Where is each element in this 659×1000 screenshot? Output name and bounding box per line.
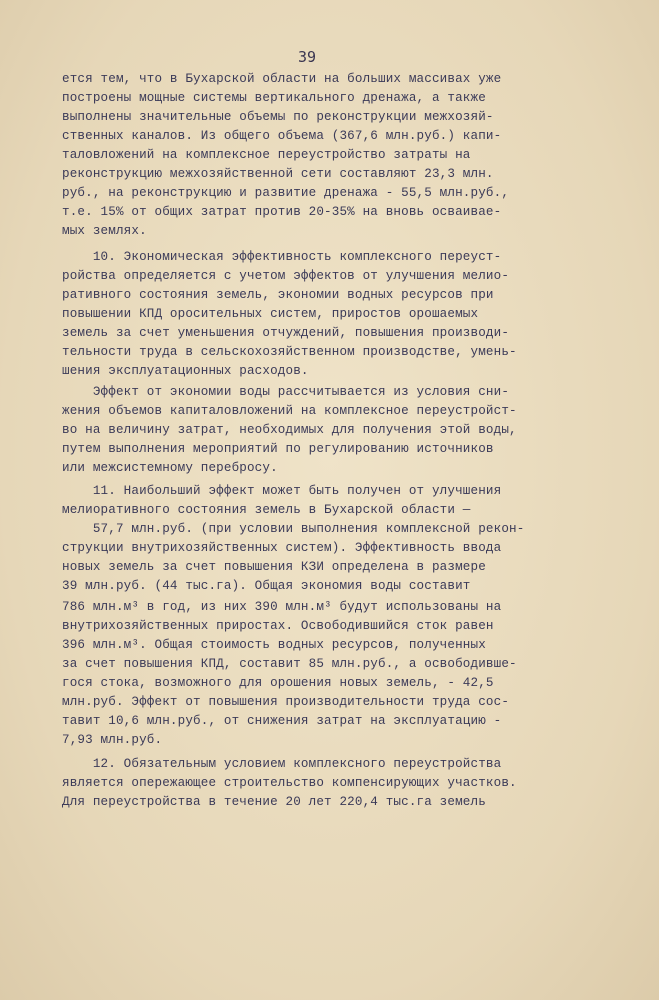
text-line: 396 млн.м³. Общая стоимость водных ресурсов, полученных bbox=[62, 638, 486, 652]
text-line: 11. Наибольший эффект может быть получен от улучшения bbox=[62, 484, 502, 498]
text-line: ственных каналов. Из общего объема (367,6 млн.руб.) капи- bbox=[62, 129, 502, 143]
text-line: таловложений на комплексное переустройство затраты на bbox=[62, 148, 471, 162]
text-line: тельности труда в сельскохозяйственном производстве, умень- bbox=[62, 345, 517, 359]
text-line: земель за счет уменьшения отчуждений, повышения производи- bbox=[62, 326, 510, 340]
text-line: или межсистемному перебросу. bbox=[62, 461, 278, 475]
text-line: во на величину затрат, необходимых для получения этой воды, bbox=[62, 423, 517, 437]
text-line: построены мощные системы вертикального дренажа, а также bbox=[62, 91, 486, 105]
text-line: гося стока, возможного для орошения новых земель, - 42,5 bbox=[62, 676, 494, 690]
text-line: руб., на реконструкцию и развитие дренажа - 55,5 млн.руб., bbox=[62, 186, 510, 200]
text-line: млн.руб. Эффект от повышения производительности труда сос- bbox=[62, 695, 510, 709]
text-line: мых землях. bbox=[62, 224, 147, 238]
text-line: ется тем, что в Бухарской области на больших массивах уже bbox=[62, 72, 502, 86]
text-line: является опережающее строительство компенсирующих участков. bbox=[62, 776, 517, 790]
text-line: 10. Экономическая эффективность комплексного переуст- bbox=[62, 250, 502, 264]
text-line: внутрихозяйственных приростах. Освободившийся сток равен bbox=[62, 619, 494, 633]
text-line: 12. Обязательным условием комплексного переустройства bbox=[62, 757, 502, 771]
text-line: 7,93 млн.руб. bbox=[62, 733, 163, 747]
page-number: 39 bbox=[298, 48, 317, 66]
text-line: ройства определяется с учетом эффектов от улучшения мелио- bbox=[62, 269, 510, 283]
text-line: новых земель за счет повышения КЗИ определена в размере bbox=[62, 560, 486, 574]
text-line: выполнены значительные объемы по реконструкции межхозяй- bbox=[62, 110, 494, 124]
text-line: т.е. 15% от общих затрат против 20-35% на вновь осваивае- bbox=[62, 205, 502, 219]
text-line: 39 млн.руб. (44 тыс.га). Общая экономия воды составит bbox=[62, 579, 471, 593]
text-line: 786 млн.м³ в год, из них 390 млн.м³ будут использованы на bbox=[62, 600, 502, 614]
text-line: ративного состояния земель, экономии водных ресурсов при bbox=[62, 288, 494, 302]
text-line: реконструкцию межхозяйственной сети составляют 23,3 млн. bbox=[62, 167, 494, 181]
text-line: мелиоративного состояния земель в Бухарской области — bbox=[62, 503, 471, 517]
text-line: 57,7 млн.руб. (при условии выполнения комплексной рекон- bbox=[62, 522, 525, 536]
text-line: за счет повышения КПД, составит 85 млн.руб., а освободивше- bbox=[62, 657, 517, 671]
text-line: шения эксплуатационных расходов. bbox=[62, 364, 309, 378]
text-line: путем выполнения мероприятий по регулированию источников bbox=[62, 442, 494, 456]
text-line: струкции внутрихозяйственных систем). Эффективность ввода bbox=[62, 541, 502, 555]
text-line: повышении КПД оросительных систем, приростов орошаемых bbox=[62, 307, 479, 321]
text-line: жения объемов капиталовложений на комплексное переустройст- bbox=[62, 404, 517, 418]
text-line: Эффект от экономии воды рассчитывается из условия сни- bbox=[62, 385, 510, 399]
text-line: Для переустройства в течение 20 лет 220,4 тыс.га земель bbox=[62, 795, 486, 809]
text-line: тавит 10,6 млн.руб., от снижения затрат на эксплуатацию - bbox=[62, 714, 502, 728]
